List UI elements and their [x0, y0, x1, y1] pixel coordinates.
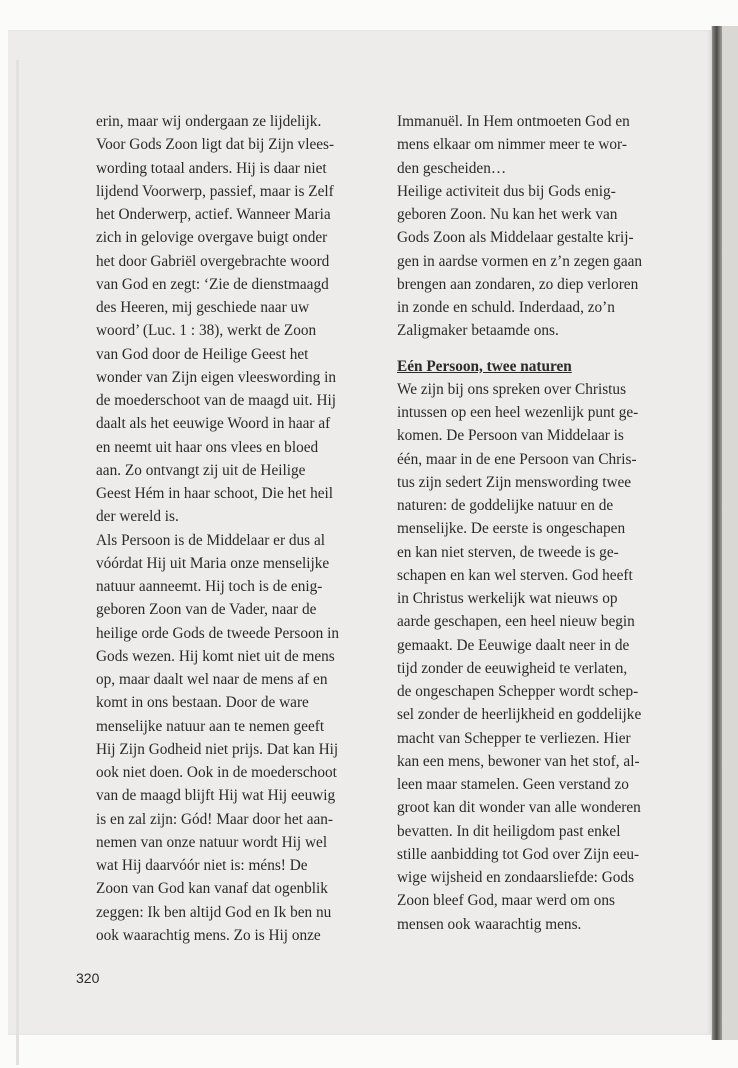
text-line: brengen aan zondaren, zo diep verloren: [397, 275, 639, 293]
text-line: Gods Zoon als Middelaar gestalte krij-: [397, 229, 634, 247]
text-line: gemaakt. De Eeuwige daalt neer in de: [397, 636, 630, 654]
text-line: één, maar in de ene Persoon van Chris-: [397, 450, 637, 468]
text-line: komen. De Persoon van Middelaar is: [397, 427, 624, 445]
text-line: daalt als het eeuwige Woord in haar af: [96, 415, 331, 433]
text-line: zich in gelovige overgave buigt onder: [96, 229, 328, 247]
text-line: de ongeschapen Schepper wordt schep-: [397, 683, 639, 700]
text-line: kan een mens, bewoner van het stof, al-: [397, 752, 640, 770]
text-line: groot kan dit wonder van alle wonderen: [397, 799, 641, 817]
text-line: ook waarachtig mens. Zo is Hij onze: [96, 926, 321, 944]
text-line: komt in ons bestaan. Door de ware: [96, 694, 309, 712]
page-edge: [16, 60, 19, 1065]
text-line: Zaligmaker betaamde ons.: [397, 322, 559, 340]
book-spine-shadow: [712, 26, 722, 1040]
text-line: mens elkaar om nimmer meer te wor-: [397, 136, 627, 154]
text-line: op, maar daalt wel naar de mens af en: [96, 671, 328, 688]
text-line: sel zonder de heerlijkheid en goddelijke: [397, 706, 642, 724]
right-paragraphs-top: [397, 110, 662, 343]
right-text-column: [397, 110, 662, 936]
text-line: zeggen: Ik ben altijd God en Ik ben nu: [96, 903, 332, 921]
text-line: leen maar stamelen. Geen verstand zo: [397, 776, 629, 793]
text-line: geboren Zoon. Nu kan het werk van: [397, 206, 618, 223]
text-line: aarde geschapen, een heel nieuw begin: [397, 613, 635, 631]
text-line: naturen: de goddelijke natuur en de: [397, 497, 614, 514]
text-line: in Christus werkelijk wat nieuws op: [397, 590, 618, 607]
text-line: der wereld is.: [96, 508, 179, 526]
text-line: bevatten. In dit heiligdom past enkel: [397, 822, 621, 840]
text-line: Heilige activiteit dus bij Gods enig-: [397, 182, 616, 200]
text-line: wonder van Zijn eigen vleeswording in: [96, 368, 337, 386]
text-line: stille aanbidding tot God over Zijn eeu-: [397, 845, 640, 863]
text-line: nemen van onze natuur wordt Hij wel: [96, 833, 328, 851]
section-heading: Eén Persoon, twee naturen: [397, 357, 572, 375]
text-line: woord’ (Luc. 1 : 38), werkt de Zoon: [96, 322, 317, 340]
text-line: het Onderwerp, actief. Wanneer Maria: [96, 206, 331, 223]
text-line: wat Hij daarvóór niet is: méns! De: [96, 857, 308, 874]
text-line: Geest Hém in haar schoot, Die het heil: [96, 485, 334, 502]
text-line: intussen op een heel wezenlijk punt ge-: [397, 404, 639, 421]
text-line: geboren Zoon van de Vader, naar de: [96, 601, 317, 619]
page-number: 320: [76, 970, 100, 986]
text-line: het door Gabriël overgebrachte woord: [96, 252, 330, 270]
text-line: natuur aanneemt. Hij toch is de enig-: [96, 578, 323, 595]
text-line: wige wijsheid en zondaarsliefde: Gods: [397, 869, 635, 886]
text-line: wording totaal anders. Hij is daar niet: [96, 159, 327, 177]
text-line: en kan niet sterven, de tweede is ge-: [397, 543, 619, 561]
text-line: Gods wezen. Hij komt niet uit de mens: [96, 647, 335, 665]
text-line: aan. Zo ontvangt zij uit de Heilige: [96, 461, 306, 479]
text-line: Hij Zijn Godheid niet prijs. Dat kan Hij: [96, 740, 339, 758]
text-line: erin, maar wij ondergaan ze lijdelijk.: [96, 113, 322, 130]
text-line: lijdend Voorwerp, passief, maar is Zelf: [96, 182, 334, 200]
text-line: van God door de Heilige Geest het: [96, 345, 309, 363]
text-line: de moederschoot van de maagd uit. Hij: [96, 392, 337, 409]
text-line: We zijn bij ons spreken over Christus: [397, 380, 627, 398]
text-line: van God en zegt: ‘Zie de dienstmaagd: [96, 275, 329, 293]
text-line: mensen ook waarachtig mens.: [397, 915, 582, 933]
text-line: tus zijn sedert Zijn menswording twee: [397, 473, 632, 491]
text-line: in zonde en schuld. Inderdaad, zo’n: [397, 299, 615, 316]
text-line: macht van Schepper te verliezen. Hier: [397, 729, 631, 747]
text-line: schapen en kan wel sterven. God heeft: [397, 566, 633, 584]
text-line: en neemt uit haar ons vlees en bloed: [96, 438, 319, 456]
text-line: gen in aardse vormen en z’n zegen gaan: [397, 252, 643, 270]
text-line: Als Persoon is de Middelaar er dus al: [96, 531, 325, 549]
text-line: heilige orde Gods de tweede Persoon in: [96, 624, 339, 642]
text-line: menselijke. De eerste is ongeschapen: [397, 520, 626, 538]
text-line: van de maagd blijft Hij wat Hij eeuwig: [96, 787, 336, 805]
text-line: vóórdat Hij uit Maria onze menselijke: [96, 554, 330, 572]
text-line: is en zal zijn: Gód! Maar door het aan-: [96, 810, 334, 828]
text-line: Zoon van God kan vanaf dat ogenblik: [96, 880, 328, 898]
text-line: Voor Gods Zoon ligt dat bij Zijn vlees-: [96, 136, 335, 154]
text-line: Zoon bleef God, maar werd om ons: [397, 892, 615, 910]
right-paragraphs-bottom: [397, 378, 662, 936]
text-line: ook niet doen. Ook in de moederschoot: [96, 764, 337, 781]
text-line: des Heeren, mij geschiede naar uw: [96, 299, 310, 316]
section-gap: [397, 343, 662, 355]
text-line: menselijke natuur aan te nemen geeft: [96, 717, 325, 735]
text-line: Immanuël. In Hem ontmoeten God en: [397, 113, 630, 130]
text-line: den gescheiden…: [397, 159, 507, 177]
left-text-column: [96, 110, 358, 947]
text-line: tijd zonder de eeuwigheid te verlaten,: [397, 659, 628, 677]
